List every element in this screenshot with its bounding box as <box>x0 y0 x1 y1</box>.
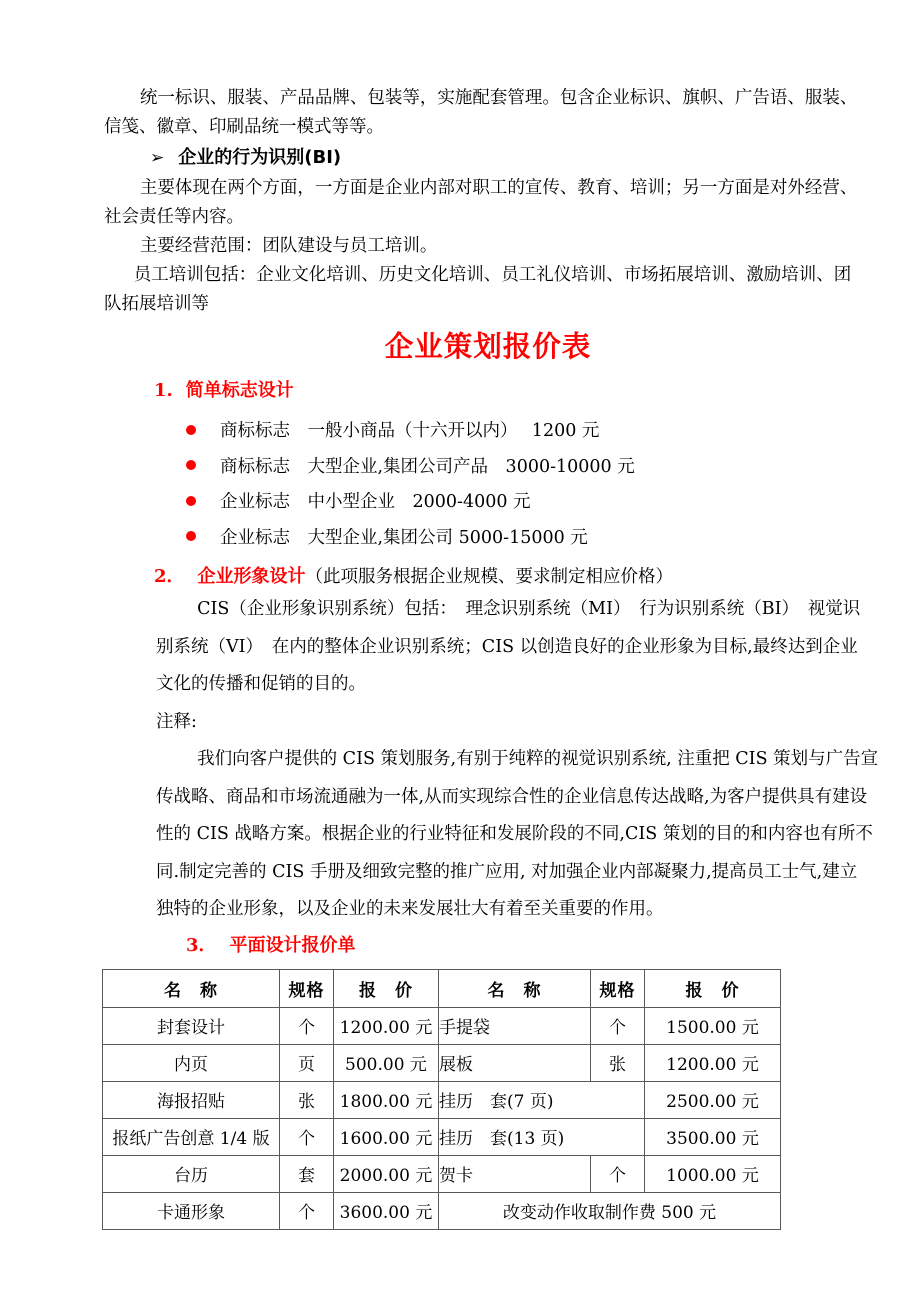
text-line: 员工培训包括：企业文化培训、历史文化培训、员工礼仪培训、市场拓展培训、激励培训、团 <box>133 265 852 285</box>
intro-paragraph-2 <box>104 174 858 232</box>
table-cell: 3600.00 元 <box>334 1192 439 1229</box>
table-cell: 贺卡 <box>439 1155 591 1192</box>
table-cell: 封套设计 <box>103 1007 280 1044</box>
table-cell: 个 <box>280 1007 334 1044</box>
table-cell: 2500.00 元 <box>645 1081 781 1118</box>
cis-note-paragraph <box>156 741 879 929</box>
table-cell-merged: 改变动作收取制作费 500 元 <box>439 1192 781 1229</box>
table-cell: 报纸广告创意 1/4 版 <box>103 1118 280 1155</box>
list-item <box>186 519 822 555</box>
table-cell: 1000.00 元 <box>645 1155 781 1192</box>
list-item-text: 商标标志 一般小商品（十六开以内） 1200 元 <box>220 421 600 442</box>
table-cell: 张 <box>591 1044 645 1081</box>
list-item-text: 企业标志 大型企业,集团公司 5000-15000 元 <box>220 527 588 548</box>
list-item <box>186 412 822 448</box>
bullet-dot-icon <box>186 460 196 470</box>
list-item <box>186 448 822 484</box>
text-line: 统一标识、服装、产品品牌、包装等，实施配套管理。包含企业标识、旗帜、广告语、服装、 <box>139 88 858 108</box>
page-title: 企业策划报价表 <box>384 330 592 363</box>
note-label: 注释: <box>156 711 197 732</box>
table-cell: 3500.00 元 <box>645 1118 781 1155</box>
list-item <box>186 483 822 519</box>
table-row <box>103 1192 781 1229</box>
header-name-left: 名 称 <box>103 969 280 1007</box>
table-cell: 海报招贴 <box>103 1081 280 1118</box>
header-name-right: 名 称 <box>439 969 591 1007</box>
text-line: 主要体现在两个方面，一方面是企业内部对职工的宣传、教育、培训；另一方面是对外经营、 <box>139 178 858 198</box>
table-header-row <box>103 969 781 1007</box>
section-3-number: 3． <box>186 934 217 956</box>
text-line: 主要经营范围：团队建设与员工培训。 <box>139 236 438 256</box>
table-cell: 个 <box>591 1007 645 1044</box>
table-row <box>103 1118 781 1155</box>
table-cell: 2000.00 元 <box>334 1155 439 1192</box>
table-cell: 内页 <box>103 1044 280 1081</box>
table-cell: 张 <box>280 1081 334 1118</box>
pricing-table <box>102 969 781 1230</box>
table-cell: 套 <box>280 1155 334 1192</box>
section-3-title: 平面设计报价单 <box>229 934 356 956</box>
table-row <box>103 1081 781 1118</box>
table-cell: 1500.00 元 <box>645 1007 781 1044</box>
text-line: 我们向客户提供的 CIS 策划服务,有别于纯粹的视觉识别系统, 注重把 CIS 策划与广告宣 <box>197 749 879 769</box>
text-line: 传战略、商品和市场流通融为一体,从而实现综合性的企业信息传达战略,为客户提供具有建设 <box>156 786 868 807</box>
text-line: 同.制定完善的 CIS 手册及细致完整的推广应用, 对加强企业内部凝聚力,提高员工士气,建立 <box>156 861 858 882</box>
text-line: 性的 CIS 战略方案。根据企业的行业特征和发展阶段的不同,CIS 策划的目的和内容也有所不 <box>156 824 873 844</box>
intro-paragraph-4 <box>104 261 852 319</box>
text-line: 信笺、徽章、印刷品统一模式等等。 <box>104 117 384 137</box>
table-row <box>103 1044 781 1081</box>
header-price-right: 报 价 <box>645 969 781 1007</box>
intro-paragraph-1 <box>104 84 858 142</box>
header-spec-left: 规格 <box>280 969 334 1007</box>
section-2-subtitle: （此项服务根据企业规模、要求制定相应价格） <box>305 567 674 587</box>
text-line: 文化的传播和促销的目的。 <box>156 674 366 694</box>
bi-heading-label: 企业的行为识别(BI) <box>178 147 342 168</box>
table-row <box>103 1155 781 1192</box>
table-cell: 1600.00 元 <box>334 1118 439 1155</box>
table-cell: 展板 <box>439 1044 591 1081</box>
section-3-heading <box>186 932 822 960</box>
bullet-dot-icon <box>186 496 196 506</box>
header-price-left: 报 价 <box>334 969 439 1007</box>
arrow-bullet-icon: ➢ <box>150 148 165 168</box>
section-2-heading <box>154 563 822 591</box>
intro-paragraph-3 <box>104 232 822 261</box>
table-cell: 台历 <box>103 1155 280 1192</box>
logo-price-list <box>104 412 822 554</box>
table-cell: 1200.00 元 <box>334 1007 439 1044</box>
table-cell-merged: 挂历 套(13 页) <box>439 1118 645 1155</box>
table-row <box>103 1007 781 1044</box>
table-cell: 500.00 元 <box>334 1044 439 1081</box>
bullet-dot-icon <box>186 425 196 435</box>
section-2-title: 企业形象设计 <box>197 566 306 587</box>
table-cell: 1800.00 元 <box>334 1081 439 1118</box>
table-cell: 页 <box>280 1044 334 1081</box>
table-cell: 卡通形象 <box>103 1192 280 1229</box>
section-1-title: 简单标志设计 <box>185 380 294 401</box>
text-line: 社会责任等内容。 <box>104 207 244 227</box>
text-line: 独特的企业形象，以及企业的未来发展壮大有着至关重要的作用。 <box>156 899 664 919</box>
list-item-text: 商标标志 大型企业,集团公司产品 3000-10000 元 <box>220 456 635 477</box>
section-1-number: 1. <box>154 380 173 401</box>
table-cell: 1200.00 元 <box>645 1044 781 1081</box>
bi-heading <box>150 142 822 174</box>
bullet-dot-icon <box>186 531 196 541</box>
section-2-number: 2． <box>154 566 185 587</box>
text-line: 别系统（VI） 在内的整体企业识别系统；CIS 以创造良好的企业形象为目标,最终达到企业 <box>156 636 858 657</box>
text-line: CIS（企业形象识别系统）包括： 理念识别系统（MI） 行为识别系统（BI） 视觉识 <box>197 599 861 619</box>
table-cell-merged: 挂历 套(7 页) <box>439 1081 645 1118</box>
table-cell: 个 <box>280 1118 334 1155</box>
table-cell: 个 <box>280 1192 334 1229</box>
header-spec-right: 规格 <box>591 969 645 1007</box>
text-line: 队拓展培训等 <box>104 294 209 314</box>
table-cell: 个 <box>591 1155 645 1192</box>
table-cell: 手提袋 <box>439 1007 591 1044</box>
list-item-text: 企业标志 中小型企业 2000-4000 元 <box>220 492 531 513</box>
cis-paragraph <box>156 591 861 704</box>
section-1-heading <box>154 377 822 405</box>
